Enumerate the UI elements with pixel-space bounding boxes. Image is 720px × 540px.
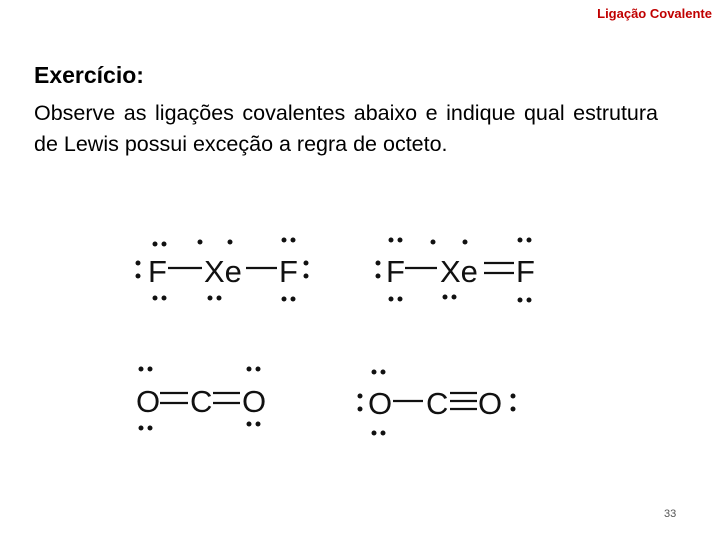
lewis-structure-co-like: [358, 370, 516, 436]
atom-o-left: O: [368, 386, 393, 421]
atom-c: C: [190, 384, 213, 419]
lewis-structure-xef2-double: [376, 238, 535, 303]
lewis-structure-xef2-single: [136, 238, 309, 302]
atom-f-left: F: [386, 254, 405, 289]
atom-c: C: [426, 386, 449, 421]
atom-o-left: O: [136, 384, 161, 419]
atom-f-left: F: [148, 254, 167, 289]
exercise-title: Exercício:: [34, 62, 144, 88]
atom-o-right: O: [242, 384, 267, 419]
slide-header-tag: Ligação Covalente: [597, 6, 712, 21]
lewis-structure-co2: [136, 367, 266, 431]
atom-xe: Xe: [204, 254, 242, 289]
atom-xe: Xe: [440, 254, 478, 289]
exercise-text: Observe as ligações covalentes abaixo e indique qual estrutura de Lewis possui exceção a regra de octeto.: [34, 101, 658, 156]
atom-f-right: F: [279, 254, 298, 289]
page-number: 33: [664, 508, 677, 520]
atom-f-right: F: [516, 254, 535, 289]
atom-o-right: O: [478, 386, 503, 421]
